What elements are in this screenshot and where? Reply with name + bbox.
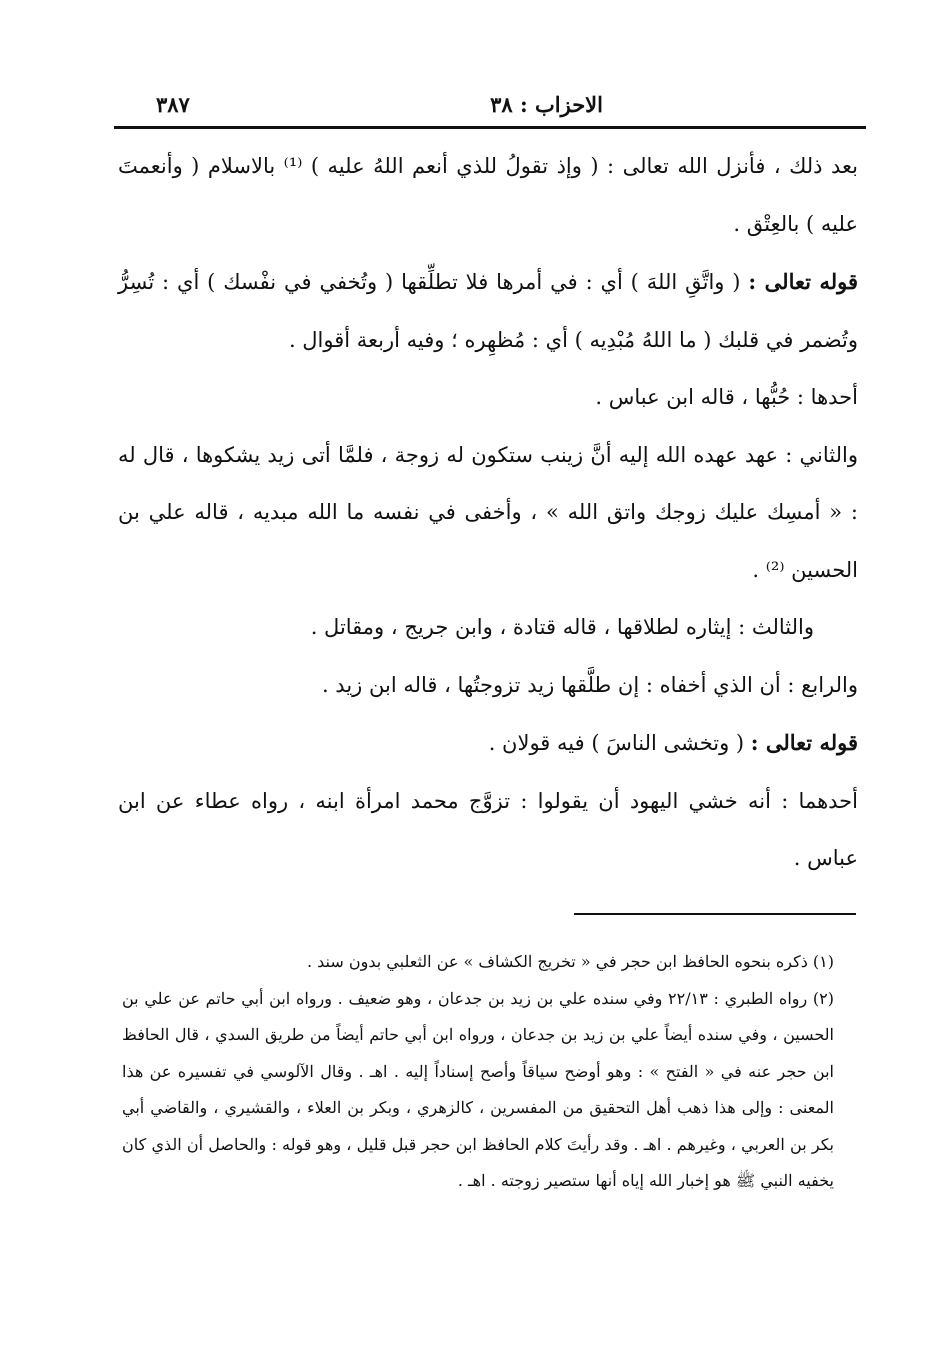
- paragraph-6-text: والرابع : أن الذي أخفاه : إن طلَّقها زيد تزوجتُها ، قاله ابن زيد .: [321, 672, 858, 697]
- paragraph-3-text: أحدها : حُبُّها ، قاله ابن عباس .: [595, 385, 858, 409]
- paragraph-3: [118, 369, 858, 427]
- footnote-separator: [574, 913, 856, 915]
- paragraph-5-text: والثالث : إيثاره لطلاقها ، قاله قتادة ، وابن جريج ، ومقاتل .: [310, 615, 814, 639]
- chapter-title: الاحزاب : ٣٨: [490, 92, 603, 117]
- paragraph-4-text: والثاني : عهد عهده الله إليه أنَّ زينب ستكون له زوجة ، فلمَّا أتى زيد يشكوها ، قال له : « أمسِك عليك زوجك واتق الله » ، وأخفى في نفسه ما الله مبديه ، قاله علي بن الحسين ⁽²⁾ .: [118, 442, 859, 582]
- paragraph-2: [118, 253, 858, 369]
- paragraph-2-text: ( واتَّقِ اللهَ ) أي : في أمرها فلا تطلِّقها ( وتُخفي في نفْسك ) أي : تُسِرُّ وتُضمر في قلبك ( ما اللهُ مُبْدِيه ) أي : مُظهِره ؛ وفيه أربعة أقوال .: [118, 270, 858, 352]
- paragraph-7: [118, 714, 858, 773]
- paragraph-8-text: أحدهما : أنه خشي اليهود أن يقولوا : تزوَّج محمد امرأة ابنه ، رواه عطاء عن ابن عباس .: [118, 788, 858, 870]
- footnote-1: (١) ذكره بنحوه الحافظ ابن حجر في « تخريج الكشاف » عن الثعلبي بدون سند .: [306, 952, 834, 971]
- verse-lead: قوله تعالى :: [748, 269, 858, 294]
- paragraph-4: [118, 427, 858, 600]
- paragraph-1-text: بعد ذلك ، فأنزل الله تعالى : ( وإذ تقولُ للذي أنعم اللهُ عليه ) ⁽¹⁾ بالاسلام ( وأنعمتَ عليه ) بالعِتْق .: [118, 154, 859, 236]
- paragraph-6: [118, 657, 858, 715]
- verse-lead: قوله تعالى :: [750, 730, 858, 755]
- footnote-2: (٢) رواه الطبري : ٢٢/١٣ وفي سنده علي بن زيد بن جدعان ، وهو ضعيف . ورواه ابن أبي حاتم عن علي بن الحسين ، وفي سنده أيضاً علي بن زيد بن جدعان ، ورواه ابن أبي حاتم أيضاً من طريق السدي ، قال الحافظ ابن حجر عنه في « الفتح » : وهو أوضح سياقاً وأصح إسناداً إليه . اهـ . وقال الآلوسي في تفسيره عن هذا المعنى : وإلى هذا ذهب أهل التحقيق من المفسرين ، كالزهري ، وبكر بن العلاء ، والقشيري ، والقاضي أبي بكر بن العربي ، وغيرهم . اهـ . وقد رأيتَ كلام الحافظ ابن حجر قبل قليل ، وهو قوله : والحاصل أن الذي كان يخفيه النبي ﷺ هو إخبار الله إياه أنها ستصير زوجته . اهـ .: [122, 988, 835, 1190]
- paragraph-1: [118, 138, 858, 253]
- paragraph-7-text: ( وتخشى الناسَ ) فيه قولان .: [488, 731, 751, 755]
- header-rule: [114, 126, 866, 129]
- footnotes: [122, 944, 856, 1200]
- paragraph-8: [118, 773, 858, 888]
- running-header: [118, 86, 863, 126]
- page-number: ٣٨٧: [156, 92, 190, 117]
- paragraph-5: [118, 599, 858, 657]
- main-text: [118, 138, 858, 888]
